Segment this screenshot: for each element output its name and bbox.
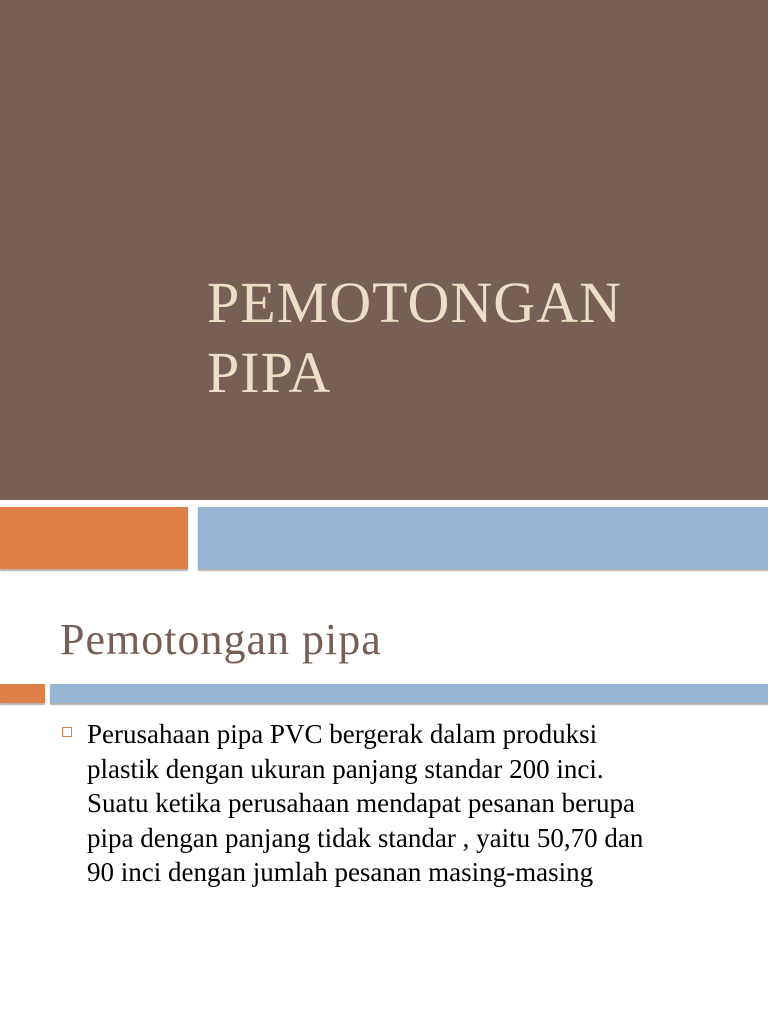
content-slide-title: Pemotongan pipa bbox=[60, 615, 382, 664]
bullet-text-line-2: plastik dengan ukuran panjang standar 200 inci. bbox=[87, 753, 604, 784]
bullet-text-line-3: Suatu ketika perusahaan mendapat pesanan berupa bbox=[87, 788, 636, 818]
bullet-text-line-4: pipa dengan panjang tidak standar , yaitu 50,70 dan bbox=[87, 822, 644, 853]
slide-title bbox=[207, 268, 622, 408]
title-accent-bar-blue bbox=[198, 507, 768, 569]
square-bullet-icon bbox=[62, 727, 72, 737]
slide-title-line-2: PIPA bbox=[207, 340, 332, 405]
bullet-text-line-1: Perusahaan pipa PVC bergerak dalam produksi bbox=[87, 719, 598, 749]
bullet-list bbox=[60, 717, 740, 890]
title-slide bbox=[0, 0, 768, 500]
bullet-item bbox=[60, 717, 740, 890]
title-accent-bar-orange bbox=[0, 507, 188, 569]
content-accent-bar-orange bbox=[0, 684, 45, 703]
content-accent-bar-blue bbox=[50, 684, 768, 703]
slide-title-line-1: PEMOTONGAN bbox=[207, 270, 622, 335]
bullet-text-line-5: 90 inci dengan jumlah pesanan masing-masing bbox=[87, 857, 594, 887]
